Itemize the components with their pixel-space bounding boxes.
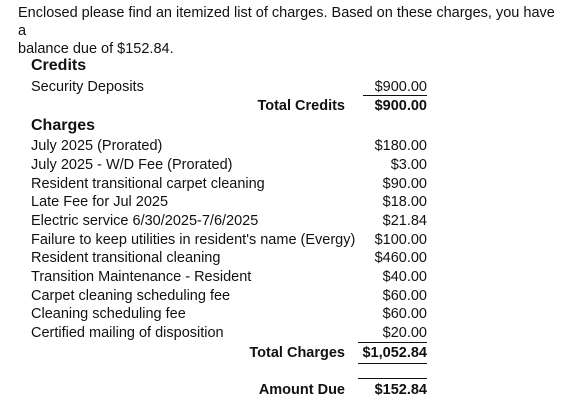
charge-label: Failure to keep utilities in resident's name (Evergy)	[31, 232, 356, 248]
amount-due-amount: $152.84	[374, 382, 427, 398]
total-charges-row	[31, 344, 427, 362]
charge-amount: $21.84	[382, 213, 427, 229]
charge-amount: $60.00	[382, 306, 427, 322]
charge-row	[31, 137, 427, 155]
total-charges-label: Total Charges	[249, 345, 345, 361]
amount-due-row	[31, 381, 427, 399]
charge-amount: $180.00	[374, 138, 427, 154]
total-credits-label: Total Credits	[257, 98, 345, 114]
charge-label: July 2025 - W/D Fee (Prorated)	[31, 157, 233, 173]
amount-due-label: Amount Due	[258, 382, 345, 398]
charge-row	[31, 287, 427, 305]
charge-amount: $90.00	[382, 176, 427, 192]
charge-amount: $40.00	[382, 269, 427, 285]
charge-label: Certified mailing of disposition	[31, 325, 224, 341]
total-charges-amount: $1,052.84	[362, 345, 427, 361]
charge-label: Late Fee for Jul 2025	[31, 194, 169, 210]
charge-row	[31, 156, 427, 174]
charge-amount: $460.00	[374, 250, 427, 266]
charge-label: Resident transitional carpet cleaning	[31, 176, 265, 192]
charges-total-rule	[358, 342, 427, 343]
total-credits-amount: $900.00	[374, 98, 427, 114]
charge-row	[31, 231, 427, 249]
credit-label: Security Deposits	[31, 79, 144, 95]
intro-line-2: balance due of $152.84.	[18, 41, 174, 57]
charge-amount: $3.00	[390, 157, 427, 173]
charge-label: Electric service 6/30/2025-7/6/2025	[31, 213, 259, 229]
intro-paragraph	[18, 4, 563, 58]
charge-amount: $18.00	[382, 194, 427, 210]
amount-due-rule	[358, 378, 427, 379]
charge-amount: $100.00	[374, 232, 427, 248]
credits-total-rule	[363, 95, 427, 96]
charge-row	[31, 175, 427, 193]
charge-label: Resident transitional cleaning	[31, 250, 221, 266]
credit-row	[31, 78, 427, 96]
charge-row	[31, 324, 427, 342]
credit-amount: $900.00	[374, 79, 427, 95]
charge-label: Cleaning scheduling fee	[31, 306, 186, 322]
charges-heading: Charges	[31, 117, 96, 134]
charge-row	[31, 305, 427, 323]
total-credits-row	[31, 97, 427, 115]
credits-heading: Credits	[31, 57, 87, 74]
charge-label: Carpet cleaning scheduling fee	[31, 288, 231, 304]
charge-row	[31, 249, 427, 267]
charge-row	[31, 193, 427, 211]
charge-amount: $20.00	[382, 325, 427, 341]
intro-line-1: Enclosed please find an itemized list of charges. Based on these charges, you have a	[18, 5, 555, 39]
charge-label: July 2025 (Prorated)	[31, 138, 163, 154]
charge-label: Transition Maintenance - Resident	[31, 269, 252, 285]
charge-row	[31, 268, 427, 286]
charge-row	[31, 212, 427, 230]
charges-total-double-rule	[358, 363, 427, 364]
charge-amount: $60.00	[382, 288, 427, 304]
